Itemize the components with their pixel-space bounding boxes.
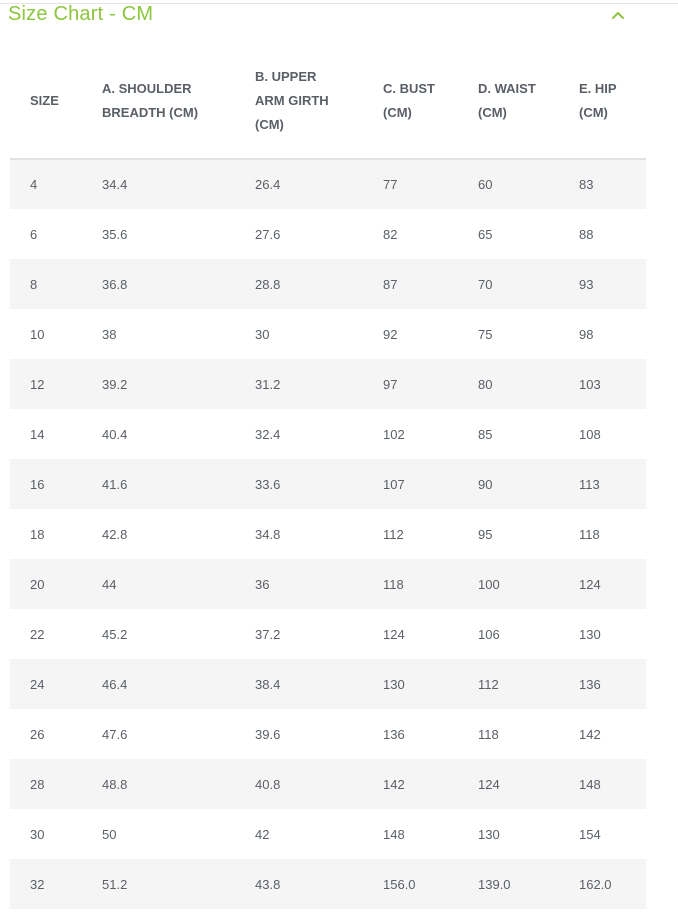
cell-hip: 108: [579, 426, 601, 442]
cell-waist: 100: [478, 576, 500, 592]
cell-hip: 118: [579, 526, 600, 542]
cell-shoulder-breadth: 35.6: [102, 226, 128, 242]
cell-size: 28: [30, 776, 45, 792]
size-chart-table: [10, 44, 646, 909]
cell-upper-arm-girth: 33.6: [255, 476, 281, 492]
size-chart-accordion-header[interactable]: [0, 0, 678, 30]
cell-upper-arm-girth: 36: [255, 576, 270, 592]
cell-bust: 136: [383, 726, 405, 742]
header-hip: E. HIP (CM): [579, 81, 617, 120]
table-row: [10, 809, 646, 859]
cell-bust: 148: [383, 826, 405, 842]
table-row: [10, 859, 646, 909]
cell-bust: 77: [383, 177, 398, 192]
table-header-row: [10, 44, 646, 159]
cell-size: 8: [30, 276, 38, 292]
size-chart-table-container: [10, 44, 646, 909]
cell-shoulder-breadth: 48.8: [102, 776, 128, 792]
accordion-title: Size Chart - CM: [8, 3, 154, 25]
cell-bust: 92: [383, 326, 398, 342]
cell-upper-arm-girth: 42: [255, 826, 270, 842]
table-row: [10, 159, 646, 209]
cell-hip: 154: [579, 826, 601, 842]
table-row: [10, 309, 646, 359]
cell-shoulder-breadth: 42.8: [102, 526, 128, 542]
cell-size: 20: [30, 576, 45, 592]
cell-hip: 148: [579, 776, 601, 792]
cell-shoulder-breadth: 40.4: [102, 426, 128, 442]
header-waist: D. WAIST (CM): [478, 81, 536, 120]
table-row: [10, 709, 646, 759]
cell-upper-arm-girth: 28.8: [255, 276, 281, 292]
cell-shoulder-breadth: 45.2: [102, 626, 128, 642]
cell-waist: 65: [478, 226, 493, 242]
cell-waist: 106: [478, 626, 500, 642]
cell-waist: 75: [478, 326, 493, 342]
cell-size: 16: [30, 476, 45, 492]
cell-hip: 83: [579, 177, 594, 192]
cell-bust: 97: [383, 376, 398, 392]
table-body: [10, 159, 646, 909]
cell-hip: 162.0: [579, 876, 612, 892]
table-row: [10, 259, 646, 309]
cell-bust: 130: [383, 676, 405, 692]
cell-upper-arm-girth: 34.8: [255, 526, 281, 542]
cell-shoulder-breadth: 46.4: [102, 676, 128, 692]
cell-size: 12: [30, 376, 45, 392]
cell-bust: 124: [383, 626, 405, 642]
cell-size: 18: [30, 526, 45, 542]
table-row: [10, 759, 646, 809]
table-row: [10, 209, 646, 259]
cell-waist: 124: [478, 776, 500, 792]
cell-waist: 85: [478, 426, 493, 442]
table-row: [10, 509, 646, 559]
cell-upper-arm-girth: 43.8: [255, 876, 281, 892]
cell-waist: 90: [478, 476, 493, 492]
cell-size: 22: [30, 626, 45, 642]
cell-hip: 88: [579, 226, 594, 242]
cell-upper-arm-girth: 38.4: [255, 676, 281, 692]
cell-bust: 112: [383, 526, 404, 542]
cell-shoulder-breadth: 36.8: [102, 276, 128, 292]
cell-shoulder-breadth: 50: [102, 826, 117, 842]
cell-bust: 156.0: [383, 876, 416, 892]
cell-upper-arm-girth: 30: [255, 326, 270, 342]
cell-size: 4: [30, 177, 38, 192]
cell-waist: 60: [478, 177, 493, 192]
cell-size: 30: [30, 826, 45, 842]
header-bust: C. BUST (CM): [383, 81, 435, 120]
cell-bust: 102: [383, 426, 405, 442]
cell-waist: 80: [478, 376, 493, 392]
cell-size: 6: [30, 226, 38, 242]
chevron-up-icon[interactable]: [608, 6, 628, 26]
cell-upper-arm-girth: 32.4: [255, 426, 281, 442]
table-row: [10, 559, 646, 609]
cell-waist: 112: [478, 676, 499, 692]
cell-shoulder-breadth: 39.2: [102, 376, 128, 392]
cell-waist: 95: [478, 526, 493, 542]
cell-bust: 87: [383, 276, 398, 292]
cell-upper-arm-girth: 27.6: [255, 226, 281, 242]
cell-size: 24: [30, 676, 45, 692]
cell-waist: 118: [478, 726, 499, 742]
cell-hip: 93: [579, 276, 594, 292]
header-upper-arm-girth: B. UPPER ARM GIRTH (CM): [255, 69, 329, 132]
cell-waist: 139.0: [478, 876, 511, 892]
cell-hip: 130: [579, 626, 601, 642]
cell-size: 26: [30, 726, 45, 742]
cell-upper-arm-girth: 37.2: [255, 626, 281, 642]
table-row: [10, 409, 646, 459]
cell-size: 32: [30, 876, 45, 892]
cell-bust: 142: [383, 776, 405, 792]
cell-upper-arm-girth: 40.8: [255, 776, 281, 792]
cell-hip: 98: [579, 326, 594, 342]
cell-hip: 124: [579, 576, 601, 592]
cell-shoulder-breadth: 47.6: [102, 726, 128, 742]
cell-hip: 142: [579, 726, 601, 742]
header-shoulder-breadth: A. SHOULDER BREADTH (CM): [102, 81, 199, 120]
cell-bust: 107: [383, 476, 405, 492]
cell-waist: 130: [478, 826, 500, 842]
cell-bust: 118: [383, 576, 404, 592]
cell-bust: 82: [383, 226, 398, 242]
cell-size: 14: [30, 426, 45, 442]
header-size: SIZE: [30, 93, 59, 108]
cell-upper-arm-girth: 39.6: [255, 726, 281, 742]
cell-hip: 136: [579, 676, 601, 692]
cell-shoulder-breadth: 44: [102, 576, 117, 592]
cell-upper-arm-girth: 26.4: [255, 177, 281, 192]
cell-hip: 113: [579, 476, 600, 492]
cell-upper-arm-girth: 31.2: [255, 376, 281, 392]
cell-shoulder-breadth: 38: [102, 326, 117, 342]
cell-shoulder-breadth: 34.4: [102, 177, 128, 192]
table-row: [10, 459, 646, 509]
cell-waist: 70: [478, 276, 493, 292]
cell-hip: 103: [579, 376, 601, 392]
cell-size: 10: [30, 326, 45, 342]
table-row: [10, 359, 646, 409]
cell-shoulder-breadth: 41.6: [102, 476, 128, 492]
cell-shoulder-breadth: 51.2: [102, 876, 128, 892]
table-row: [10, 609, 646, 659]
table-row: [10, 659, 646, 709]
